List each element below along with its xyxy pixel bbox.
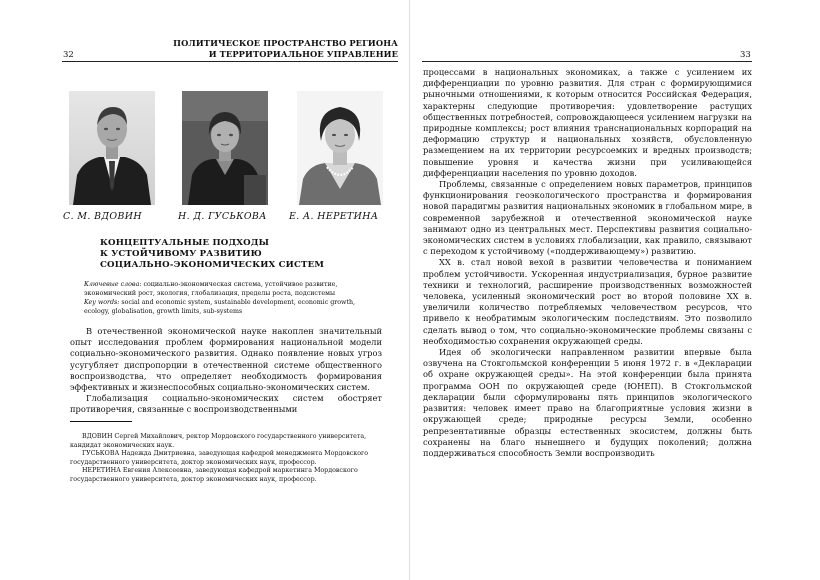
author-photo-vdovin (69, 91, 155, 205)
footnote: ВДОВИН Сергей Михайлович, ректор Мордовского государственного университета, кандидат экономических наук. (70, 433, 367, 449)
author-name-3: Е. А. НЕРЕТИНА (289, 211, 379, 222)
right-page (410, 0, 820, 580)
keywords-en: social and economic system, sustainable development, economic growth, ecology, globalisation, growth limits, sub-systems (84, 299, 356, 315)
paragraph: XX в. стал новой вехой в развитии человечества и пониманием проблем устойчивости. Ускоренная индустриализация, бурное развитие техники и технологий, расширение производственных возможностей человека, усиленный экономический рост во второй половине XX в. увеличили количество потребляемых человечеством ресурсов, что привело к необратимым экологическим последствиям. Это позволило сделать вывод о том, что социально-экономические проблемы связаны с необходимостью сохранения окружающей среды. (423, 257, 752, 346)
keywords-block (70, 280, 382, 316)
keywords-en-label: Key words: (84, 299, 120, 306)
footnote: НЕРЕТИНА Евгения Алексеевна, заведующая кафедрой маркетинга Мордовского государственного университета, доктор экономических наук, профессор. (70, 467, 358, 483)
header-rule (62, 61, 398, 62)
article-title-line-1: КОНЦЕПТУАЛЬНЫЕ ПОДХОДЫ (100, 238, 270, 248)
left-column-body (70, 326, 382, 416)
running-header-line-1: ПОЛИТИЧЕСКОЕ ПРОСТРАНСТВО РЕГИОНА (173, 38, 398, 48)
footnotes (70, 433, 382, 485)
page-number-left: 32 (63, 50, 74, 60)
paragraph: Идея об экологически направленном развитии впервые была озвучена на Стокгольмской конференции 5 июня 1972 г. в «Декларации об охране окружающей среды». На этой конференции была принята программа ООН по окружающей среде (ЮНЕП). В Стокгольмской декларации были сформулированы пять принципов экологического развития: человек имеет право на благоприятные условия жизни в окружающей среде; природные ресурсы Земли, особенно репрезентативные образцы естественных экосистем, должны быть сохранены на благо нынешнего и будущих поколений; должна поддерживаться способность Земли воспроизводить (423, 347, 752, 458)
article-title-line-3: СОЦИАЛЬНО-ЭКОНОМИЧЕСКИХ СИСТЕМ (100, 260, 325, 270)
author-name-2: Н. Д. ГУСЬКОВА (178, 211, 267, 222)
header-rule (422, 61, 752, 62)
paragraph: процессами в национальных экономиках, а также с усилением их дифференциации по уровню развития. Для стран с формирующимися рыночными отношениями, к которым относится Российская Федерация, характерны следующие противоречия: удовлетворение растущих общественных потребностей, сопровождающееся усилением нагрузки на природные комплексы; рост влияния транснациональных корпораций на деформацию структур и национальных хозяйств, обусловленную размещением на их территории ресурсоемких и вредных производств; повышение уровня и качества жизни при усиливающейся дифференциации населения по уровню доходов. (423, 67, 752, 178)
author-photo-neretina (297, 91, 383, 205)
article-title (100, 238, 324, 271)
running-header (148, 38, 398, 60)
paragraph: В отечественной экономической науке накоплен значительный опыт исследования проблем формирования национальной модели социально-экономического развития. Однако появление новых угроз усугубляет диспропорции в отечественной системе общественного воспроизводства, что определяет необходимость формирования эффективных и жизнеспособных социально-экономических систем. (70, 326, 382, 393)
author-name-1: С. М. ВДОВИН (63, 211, 142, 222)
keywords-ru-label: Ключевые слова: (84, 281, 142, 288)
page-number-right: 33 (740, 50, 751, 60)
author-photo-guskova (182, 91, 268, 205)
paragraph: Глобализация социально-экономических систем обостряет противоречия, связанные с воспроизводственными (70, 393, 382, 415)
right-column-body (423, 67, 752, 459)
keywords-ru: социально-экономическая система, устойчивое развитие, экономический рост, экология, глобализация, пределы роста, подсистемы (84, 281, 338, 297)
running-header-line-2: И ТЕРРИТОРИАЛЬНОЕ УПРАВЛЕНИЕ (208, 49, 398, 59)
footnote: ГУСЬКОВА Надежда Дмитриевна, заведующая кафедрой менеджмента Мордовского государственного университета, доктор экономических наук, профессор. (70, 450, 369, 466)
article-title-line-2: К УСТОЙЧИВОМУ РАЗВИТИЮ (100, 249, 262, 259)
paragraph: Проблемы, связанные с определением новых параметров, принципов функционирования геоэкологического пространства и формирования новой парадигмы развития национальных экономик в глобальном мире, в современной зарубежной и отечественной экономической науке занимают одно из центральных мест. Перспективы развития социально-экономических систем в условиях глобализации, как правило, связывают с переходом к устойчивому («поддерживающему») развитию. (423, 179, 752, 257)
footnote-rule (70, 421, 132, 422)
